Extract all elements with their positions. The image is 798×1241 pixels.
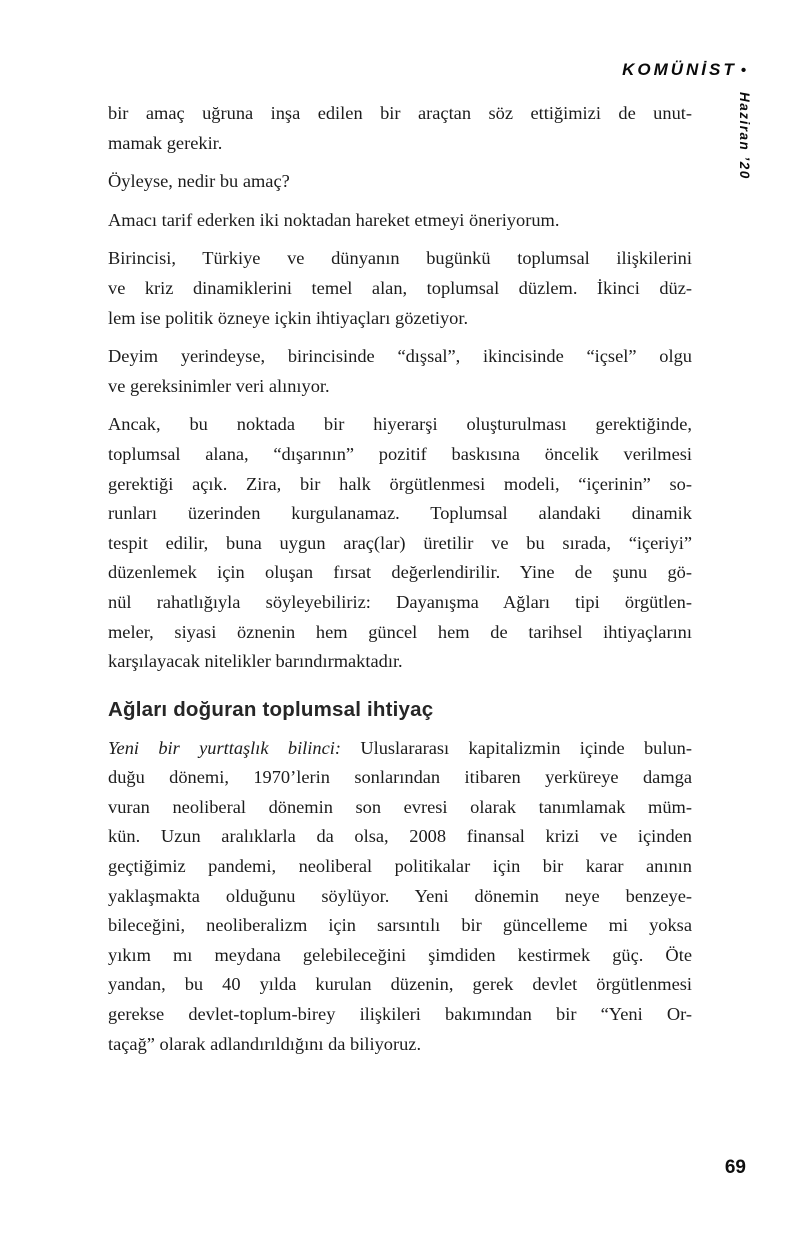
text-line: nül rahatlığıyla söyleyebiliriz: Dayanışma Ağları tipi örgütlen- xyxy=(108,591,692,612)
paragraph xyxy=(108,167,692,197)
text-line: taçağ” olarak adlandırıldığını da biliyoruz. xyxy=(108,1033,422,1054)
text-line: lem ise politik özneye içkin ihtiyaçları gözetiyor. xyxy=(108,307,469,328)
lead-paragraph xyxy=(108,734,692,1060)
text-line: düzenlemek için oluşan fırsat değerlendirilir. Yine de şunu gö- xyxy=(108,562,692,583)
text-line: yandan, bu 40 yılda kurulan düzenin, gerek devlet örgütlenmesi xyxy=(108,974,692,995)
text-line: gerekse devlet-toplum-birey ilişkileri bakımından bir “Yeni Or- xyxy=(108,1004,692,1025)
page-number: 69 xyxy=(724,1157,746,1178)
text-line xyxy=(108,734,692,764)
text-line: karşılayacak nitelikler barındırmaktadır. xyxy=(108,651,403,672)
paragraph xyxy=(108,410,692,676)
text-line: Deyim yerindeyse, birincisinde “dışsal”, ikincisinde “içsel” olgu xyxy=(108,346,692,367)
text-line: Ancak, bu noktada bir hiyerarşi oluşturulması gerektiğinde, xyxy=(108,414,692,435)
header-bullet-icon: • xyxy=(740,62,746,79)
paragraph xyxy=(108,244,692,333)
text-line: geçtiğimiz pandemi, neoliberal politikalar için bir karar anının xyxy=(108,856,692,877)
text-run: Uluslararası kapitalizmin içinde bulun- xyxy=(360,737,692,758)
text-line: yıkım mı meydana gelebileceğini şimdiden kestirmek güç. Öte xyxy=(108,944,692,965)
text-line: bileceğini, neoliberalizm için sarsıntılı bir güncelleme mi yoksa xyxy=(108,915,692,936)
text-line: bir amaç uğruna inşa edilen bir araçtan söz ettiğimizi de unut- xyxy=(108,103,692,123)
magazine-title: KOMÜNİST xyxy=(622,60,737,79)
paragraph xyxy=(108,206,692,236)
text-line: meler, siyasi öznenin hem güncel hem de tarihsel ihtiyaçlarını xyxy=(108,621,692,642)
text-line: tespit edilir, buna uygun araç(lar) üretilir ve bu sırada, “içeriyi” xyxy=(108,532,692,553)
text-line: toplumsal alana, “dışarının” pozitif baskısına öncelik verilmesi xyxy=(108,443,692,464)
italic-lead-in: Yeni bir yurttaşlık bilinci: xyxy=(108,737,341,758)
paragraph xyxy=(108,342,692,401)
paragraph xyxy=(108,99,692,158)
text-line: Öyleyse, nedir bu amaç? xyxy=(108,171,290,192)
issue-date-vertical: Haziran ’20 xyxy=(737,92,752,180)
text-line: mamak gerekir. xyxy=(108,132,223,153)
text-line: kün. Uzun aralıklarla da olsa, 2008 finansal krizi ve içinden xyxy=(108,826,692,847)
text-line: ve kriz dinamiklerini temel alan, toplumsal düzlem. İkinci düz- xyxy=(108,277,692,298)
text-line: duğu dönemi, 1970’lerin sonlarından itibaren yerküreye damga xyxy=(108,767,692,788)
text-line: runları üzerinden kurgulanamaz. Toplumsal alandaki dinamik xyxy=(108,503,692,524)
text-line: Amacı tarif ederken iki noktadan hareket etmeyi öneriyorum. xyxy=(108,209,560,230)
running-header xyxy=(622,60,746,80)
text-line: gerektiği açık. Zira, bir halk örgütlenmesi modeli, “içerinin” so- xyxy=(108,473,692,494)
text-line: ve gereksinimler veri alınıyor. xyxy=(108,375,330,396)
article-body xyxy=(108,99,692,1068)
section-heading: Ağları doğuran toplumsal ihtiyaç xyxy=(108,697,434,721)
text-line: Birincisi, Türkiye ve dünyanın bugünkü toplumsal ilişkilerini xyxy=(108,248,692,269)
text-line: vuran neoliberal dönemin son evresi olarak tanımlamak müm- xyxy=(108,796,692,817)
text-line: yaklaşmakta olduğunu söylüyor. Yeni dönemin neye benzeye- xyxy=(108,885,692,906)
